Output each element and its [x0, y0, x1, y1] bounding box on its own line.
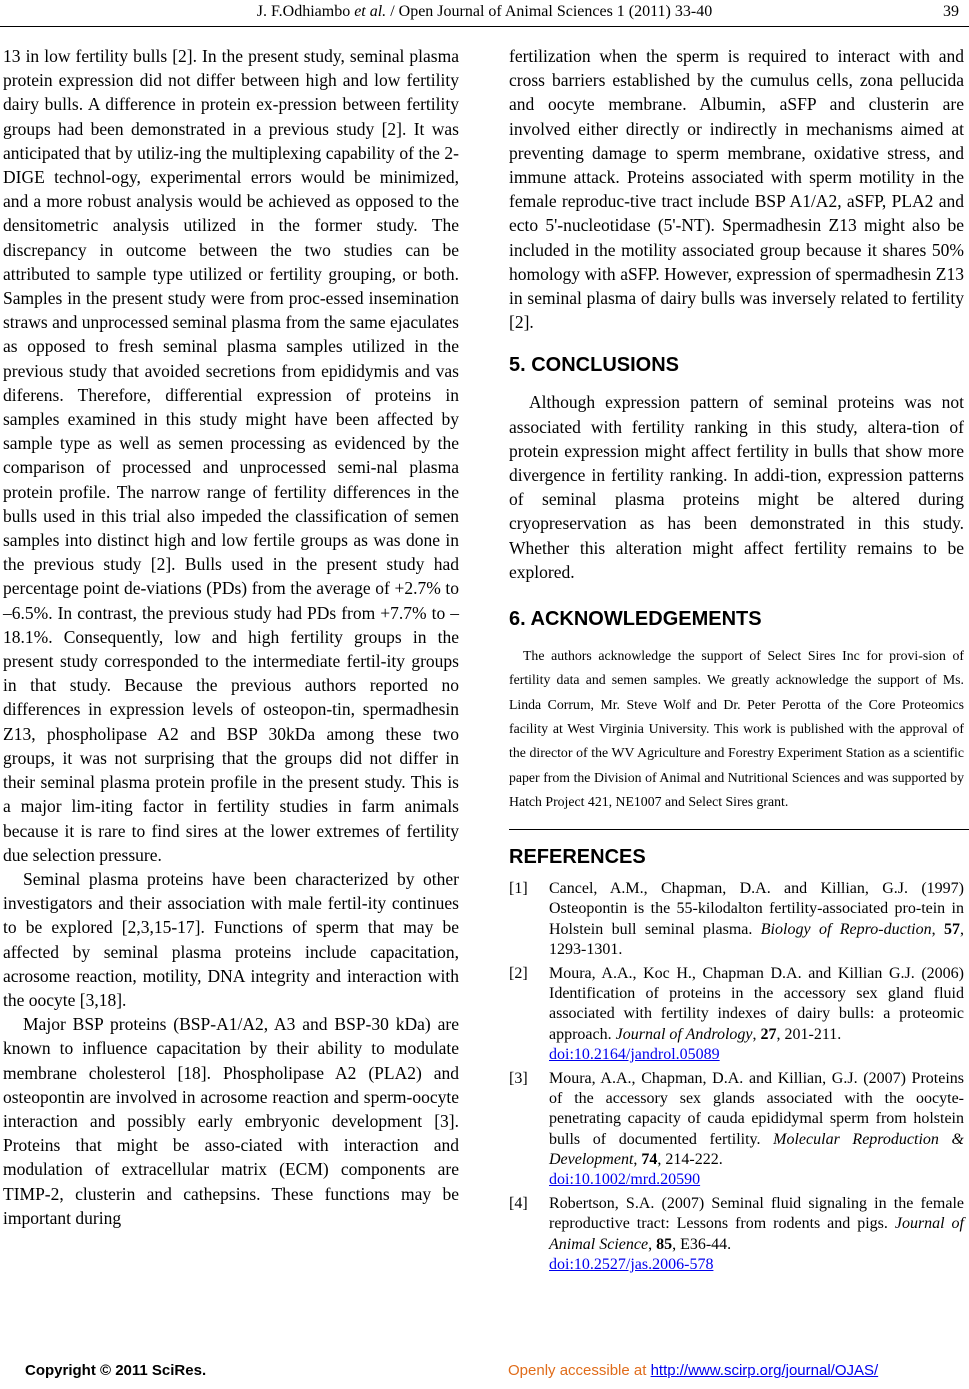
reference-volume: 57 [944, 920, 961, 938]
footer-copyright: Copyright © 2011 SciRes. [25, 1362, 207, 1379]
journal-url-link[interactable]: http://www.scirp.org/journal/OJAS/ [650, 1362, 879, 1379]
reference-journal: Journal of Animal Science [549, 1215, 965, 1253]
header-authors: J. F.Odhiambo [256, 3, 355, 20]
reference-item [509, 964, 964, 1065]
running-header [0, 2, 969, 22]
conclusions-heading: 5. CONCLUSIONS [509, 354, 680, 377]
acknowledgements-paragraph: The authors acknowledge the support of Select Sires Inc for provi-sion of fertility data and semen samples. We greatly acknowledge the support of Ms. Linda Corrum, Mr. Steve Wolf and Dr. Peter Perotta of the Core Proteomics facility at West Virginia University. This work is published with the approval of the director of the WV Agriculture and Forestry Experiment Station as a scientific paper from the Division of Animal and Nutritional Sciences and was supported by Hatch Project 421, NE1007 and Select Sires grant. [509, 648, 964, 809]
reference-item [509, 1069, 964, 1190]
reference-journal: Biology of Repro-duction [760, 920, 932, 938]
reference-doi-link[interactable]: doi:10.2527/jas.2006-578 [549, 1255, 714, 1273]
reference-pages: , E36-44. [672, 1235, 732, 1253]
left-column [3, 44, 459, 1230]
reference-number: [2] [509, 964, 528, 982]
acknowledgements-heading: 6. ACKNOWLEDGEMENTS [509, 608, 762, 631]
header-divider [0, 26, 969, 27]
references-list [509, 879, 964, 1275]
reference-body: Robertson, S.A. (2007) Seminal fluid signaling in the female reproductive tract: Lessons from rodents and pigs. Journal of Animal Science, 85, E36-44. doi:10.2527/jas.2006-578 [549, 1195, 965, 1273]
reference-item [509, 1194, 964, 1275]
right-intro-paragraph: fertilization when the sperm is required to interact with and cross barriers established by the cumulus cells, zona pellucida and oocyte membrane. Albumin, aSFP and clusterin are involved either directly or indirectly in mechanisms aimed at preventing damage to sperm membrane, oxidative stress, and immune attack. Proteins associated with sperm motility in the female reproduc-tive tract include BSP A1/A2, aSFP, PLA2 and ecto 5'-nucleotidase (5'-NT). Spermadhesin Z13 might also be included in the motility associated group because it shares 50% homology with aSFP. However, expression of spermadhesin Z13 in seminal plasma of dairy bulls was inversely related to fertility [2]. [509, 46, 964, 333]
reference-doi-link[interactable]: doi:10.1002/mrd.20590 [549, 1170, 701, 1188]
reference-doi-link[interactable]: doi:10.2164/jandrol.05089 [549, 1045, 720, 1063]
right-column [509, 44, 964, 1279]
reference-authors: Robertson, S.A. (2007) Seminal fluid signaling in the female reproductive tract: Lessons from rodents and pigs. [549, 1195, 964, 1233]
page-number: 39 [943, 3, 959, 20]
left-paragraph-3: Major BSP proteins (BSP-A1/A2, A3 and BSP-30 kDa) are known to influence capacitation by their ability to modulate membrane cholesterol [18]. Phospholipase A2 (PLA2) and osteopontin are involved in acrosome reaction and sperm-oocyte interaction and possibly early embryonic development [3]. Proteins that might be asso-ciated with interaction and modulation of extracellular matrix (ECM) components are TIMP-2, clusterin and cathepsins. These functions may be important during [3, 1014, 459, 1228]
reference-authors: Moura, A.A., Chapman, D.A. and Killian, G.J. (2007) Proteins of the accessory sex glands associated with the oocyte-penetrating capacity of cauda epididymal sperm from holstein bulls of documented fertility. [549, 1069, 964, 1148]
reference-number: [3] [509, 1069, 528, 1087]
reference-volume: 74 [641, 1150, 658, 1168]
reference-body: Moura, A.A., Chapman, D.A. and Killian, G.J. (2007) Proteins of the accessory sex glands associated with the oocyte-penetrating capacity of cauda epididymal sperm from holstein bulls of documented fertility. Molecular Reproduction & Development, 74, 214-222. doi:10.1002/mrd.20590 [549, 1069, 965, 1188]
reference-volume: 27 [760, 1025, 777, 1043]
footer-open-access [508, 1361, 878, 1381]
reference-pages: , 214-222. [657, 1150, 723, 1168]
references-heading: REFERENCES [509, 846, 646, 869]
reference-volume: 85 [656, 1235, 673, 1253]
header-et-al: et al. [354, 3, 387, 20]
header-journal: / Open Journal of Animal Sciences 1 (2011) 33-40 [386, 3, 713, 20]
reference-authors: Moura, A.A., Koc H., Chapman D.A. and Killian G.J. (2006) Identification of proteins in the accessory sex gland fluid associated with fertility indexes of dairy bulls: a proteomic approach. [549, 964, 964, 1043]
reference-number: [1] [509, 880, 528, 898]
reference-pages: , 1293-1301. [549, 920, 965, 958]
reference-pages: , 201-211. [776, 1025, 842, 1043]
references-divider [509, 829, 969, 830]
conclusions-paragraph: Although expression pattern of seminal proteins was not associated with fertility ranking in this study, altera-tion of protein expression might affect fertility in bulls that show more divergence in fertility ranking. In addi-tion, expression patterns of seminal plasma proteins might be altered during cryopreservation as has been demonstrated in this study. Whether this alteration might affect fertility remains to be explored. [509, 392, 964, 582]
left-paragraph-1: 13 in low fertility bulls [2]. In the present study, seminal plasma protein expression did not differ between high and low fertility dairy bulls. A difference in protein ex-pression between fertility groups had been demonstrated in a previous study [2]. It was anticipated that by utiliz-ing the multiplexing capability of the 2-DIGE technol-ogy, experimental errors would be minimized, and a more robust analysis would be achieved as opposed to the densitometric analysis utilized in the former study. The discrepancy in outcome between the two studies can be attributed to sample type utilized or fertility grouping, or both. Samples in the present study were from proc-essed insemination straws and unprocessed seminal plasma from the same ejaculates as opposed to fresh seminal plasma samples utilized in the previous study that avoided secretions from epididymis and vas diferens. Therefore, differential expression of proteins in samples examined in this study might have been affected by sample type as well as semen processing as evidenced by the comparison of processed and unprocessed semi-nal plasma protein profile. The narrow range of fertility differences in the bulls used in this trial also impeded the classification of semen samples into distinct high and low fertile groups as was done in the previous study [2]. Bulls used in the present study had percentage point de-viations (PDs) from the average of +2.7% to –6.5%. In contrast, the previous study had PDs from +7.7% to –18.1%. Consequently, low and high fertility groups in the present study corresponded to the intermediate fertil-ity groups in that study. Because the previous authors reported no differences in expression levels of osteopon-tin, spermadhesin Z13, phospholipase A2 and BSP 30kDa among these two groups, it was not surprising that the groups did not differ in their seminal plasma protein profile in the present study. This is a major lim-iting factor in fertility studies in farm animals because it is rare to find sires at the lower extremes of fertility due selection pressure. [3, 46, 459, 865]
reference-body: Moura, A.A., Koc H., Chapman D.A. and Killian G.J. (2006) Identification of proteins in the accessory sex gland fluid associated with fertility indexes of dairy bulls: a proteomic approach. Journal of Andrology, 27, 201-211. doi:10.2164/jandrol.05089 [549, 964, 964, 1063]
left-paragraph-2: Seminal plasma proteins have been characterized by other investigators and their association with male fertil-ity continues to be explored [2,3,15-17]. Functions of sperm that may be affected by seminal plasma proteins include capacitation, acrosome reaction, motility, DNA integrity and interaction with the oocyte [3,18]. [3, 868, 459, 1010]
reference-journal: Journal of Andrology [615, 1025, 753, 1043]
reference-item [509, 879, 964, 960]
reference-authors: Cancel, A.M., Chapman, D.A. and Killian, G.J. (1997) Osteopontin is the 55-kilodalton fertility-associated pro-tein in Holstein bull seminal plasma. [549, 880, 964, 938]
reference-number: [4] [509, 1195, 528, 1213]
footer-open-access-label: Openly accessible at [508, 1362, 651, 1379]
reference-body: Cancel, A.M., Chapman, D.A. and Killian, G.J. (1997) Osteopontin is the 55-kilodalton fertility-associated pro-tein in Holstein bull seminal plasma. Biology of Repro-duction, 57, 1293-1301. [549, 880, 965, 958]
reference-journal: Molecular Reproduction & Development [549, 1130, 965, 1168]
